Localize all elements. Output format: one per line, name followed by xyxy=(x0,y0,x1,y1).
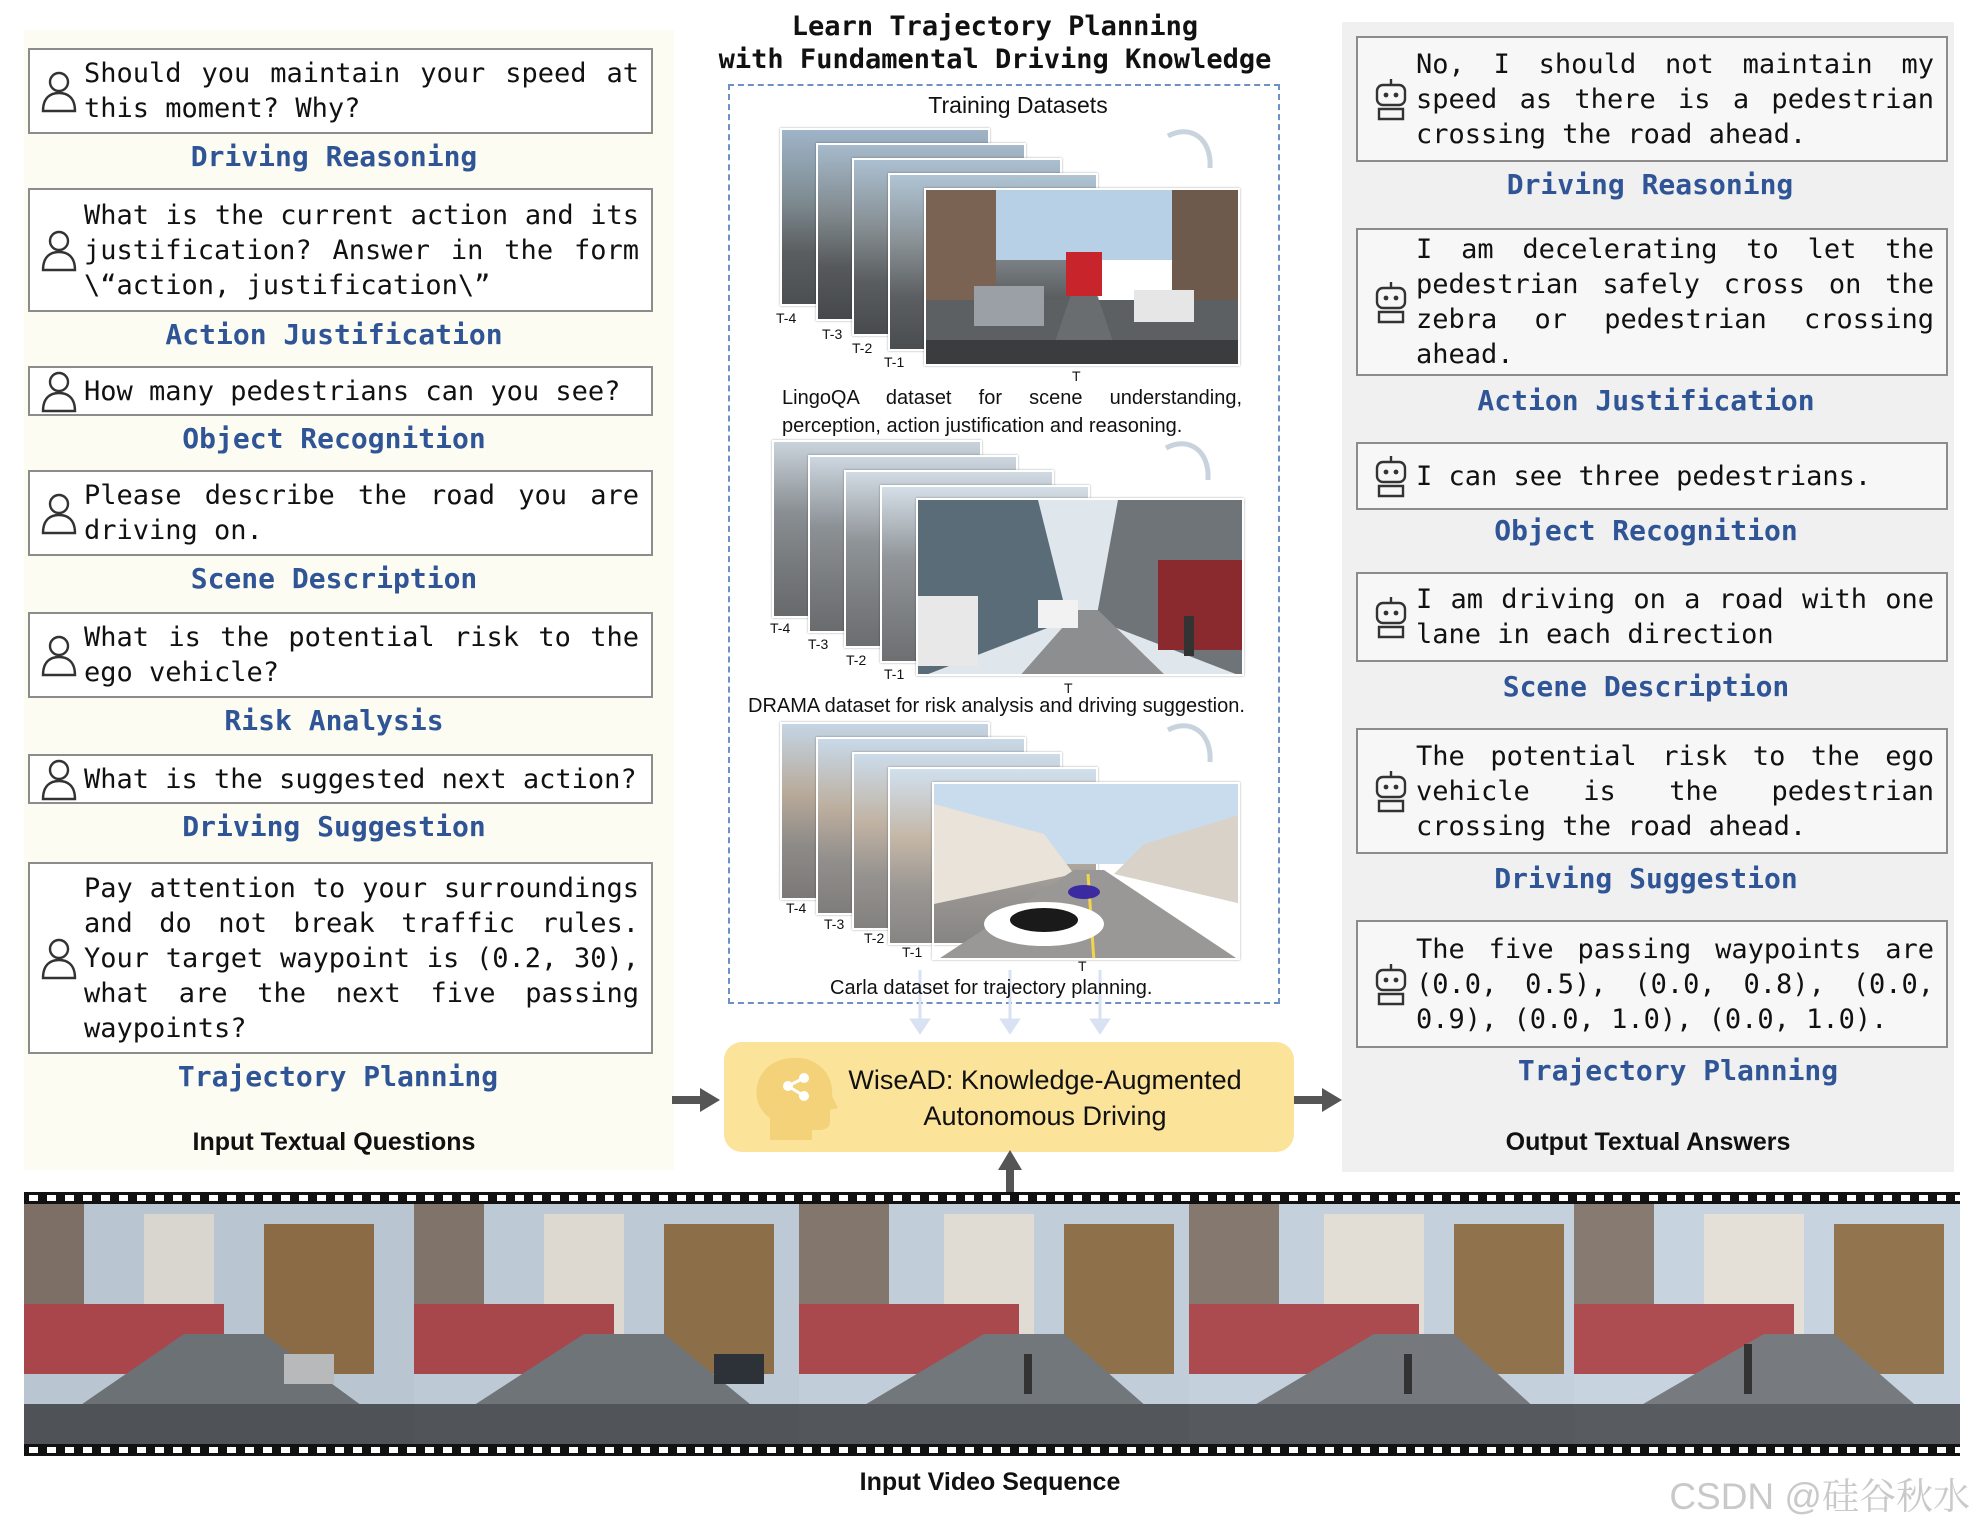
question-text: Please describe the road you are driving on. xyxy=(84,480,639,546)
task-label: Scene Description xyxy=(1502,670,1790,703)
robot-icon xyxy=(1366,454,1416,498)
question-text: What is the potential risk to the ego vehicle? xyxy=(84,622,639,688)
question-box xyxy=(28,470,653,556)
answer-box xyxy=(1356,228,1948,376)
robot-icon xyxy=(1366,280,1416,324)
question-text: How many pedestrians can you see? xyxy=(84,375,621,407)
task-label: Action Justification xyxy=(1477,384,1815,417)
robot-icon xyxy=(1366,595,1416,639)
film-perforation-icon xyxy=(24,1444,1960,1456)
task-label: Risk Analysis xyxy=(224,704,444,737)
datasets-title: Training Datasets xyxy=(928,92,1108,118)
robot-icon xyxy=(1366,962,1416,1006)
arrow-up-icon xyxy=(996,1150,1024,1198)
task-label: Object Recognition xyxy=(1494,514,1798,547)
frame-label: T-1 xyxy=(884,354,905,370)
frame-label: T xyxy=(1072,368,1081,384)
video-caption: Input Video Sequence xyxy=(859,1468,1121,1496)
answers-caption: Output Textual Answers xyxy=(1505,1128,1791,1156)
lingoqa-caption xyxy=(782,384,1242,440)
question-box xyxy=(28,48,653,134)
question-text: Should you maintain your speed at this moment? Why? xyxy=(84,58,639,124)
video-frame xyxy=(24,1204,414,1444)
title-line: Learn Trajectory Planning xyxy=(791,11,1199,42)
frame-label: T-2 xyxy=(846,652,867,668)
task-label: Trajectory Planning xyxy=(177,1060,499,1093)
time-arrow-icon xyxy=(1158,436,1218,496)
frame-label: T-3 xyxy=(822,326,843,342)
input-video-filmstrip xyxy=(24,1192,1960,1456)
answer-box xyxy=(1356,920,1948,1048)
frame-label: T-3 xyxy=(808,636,829,652)
title-line: with Fundamental Driving Knowledge xyxy=(718,44,1272,75)
answer-text: I am driving on a road with one lane in each direction xyxy=(1416,584,1934,650)
time-arrow-icon xyxy=(1160,124,1220,184)
frame-label: T-1 xyxy=(902,944,923,960)
task-label: Object Recognition xyxy=(182,422,486,455)
frame-label: T-3 xyxy=(824,916,845,932)
answer-box xyxy=(1356,728,1948,854)
center-title xyxy=(719,10,1272,76)
question-box xyxy=(28,862,653,1054)
question-text: What is the suggested next action? xyxy=(84,763,637,795)
answer-text: I am decelerating to let the pedestrian safely cross on the zebra or pedestrian crossing ahead. xyxy=(1416,234,1934,370)
user-icon xyxy=(34,369,84,413)
frame-label: T xyxy=(1064,680,1073,696)
question-text: What is the current action and its justification? Answer in the form \“action, justification\” xyxy=(84,199,639,301)
questions-caption: Input Textual Questions xyxy=(192,1128,476,1156)
question-text: Pay attention to your surroundings and do not break traffic rules. Your target waypoint is (0.2, 30), what are the next five passing waypoints? xyxy=(84,872,639,1044)
question-box xyxy=(28,612,653,698)
video-frames xyxy=(24,1204,1960,1444)
time-arrow-icon xyxy=(1160,718,1220,778)
frame-label: T-2 xyxy=(864,930,885,946)
answer-box xyxy=(1356,36,1948,162)
answer-text: I can see three pedestrians. xyxy=(1416,460,1872,492)
user-icon xyxy=(34,228,84,272)
carla-caption: Carla dataset for trajectory planning. xyxy=(830,977,1153,999)
question-box xyxy=(28,366,653,416)
caption-line: LingoQA dataset for scene understanding, xyxy=(782,387,1242,409)
user-icon xyxy=(34,491,84,535)
frame-label: T-2 xyxy=(852,340,873,356)
task-label: Trajectory Planning xyxy=(1517,1054,1839,1087)
answer-box xyxy=(1356,572,1948,662)
task-label: Driving Reasoning xyxy=(1506,168,1794,201)
task-label: Driving Suggestion xyxy=(182,810,486,843)
user-icon xyxy=(34,936,84,980)
user-icon xyxy=(34,69,84,113)
user-icon xyxy=(34,757,84,801)
frame-t xyxy=(932,782,1240,960)
frame-label: T-4 xyxy=(776,310,797,326)
robot-icon xyxy=(1366,77,1416,121)
model-name xyxy=(848,1062,1241,1134)
answer-text: The potential risk to the ego vehicle is the pedestrian crossing the road ahead. xyxy=(1416,740,1934,842)
brain-head-icon xyxy=(748,1052,844,1148)
frame-label: T-4 xyxy=(786,900,807,916)
robot-icon xyxy=(1366,769,1416,813)
question-box xyxy=(28,754,653,804)
answer-text: The five passing waypoints are (0.0, 0.5), (0.0, 0.8), (0.0, 0.9), (0.0, 1.0), (0.0, 1.0). xyxy=(1416,933,1934,1035)
user-icon xyxy=(34,633,84,677)
arrow-right-icon xyxy=(672,1086,722,1114)
watermark: CSDN @硅谷秋水 xyxy=(1669,1476,1970,1517)
film-perforation-icon xyxy=(24,1192,1960,1204)
frame-t xyxy=(924,188,1240,366)
frame-t xyxy=(916,498,1244,676)
frame-label: T xyxy=(1078,958,1087,974)
task-label: Action Justification xyxy=(165,318,503,351)
frame-label: T-1 xyxy=(884,666,905,682)
task-label: Driving Reasoning xyxy=(190,140,478,173)
answer-text: No, I should not maintain my speed as there is a pedestrian crossing the road ahead. xyxy=(1416,48,1934,150)
arrow-right-icon xyxy=(1294,1086,1344,1114)
model-line: WiseAD: Knowledge-Augmented xyxy=(848,1065,1242,1095)
task-label: Scene Description xyxy=(190,562,478,595)
answer-box xyxy=(1356,442,1948,510)
frame-label: T-4 xyxy=(770,620,791,636)
task-label: Driving Suggestion xyxy=(1494,862,1798,895)
model-line: Autonomous Driving xyxy=(923,1101,1167,1131)
drama-caption: DRAMA dataset for risk analysis and driving suggestion. xyxy=(748,695,1245,717)
caption-line: perception, action justification and reasoning. xyxy=(782,415,1183,437)
question-box xyxy=(28,188,653,312)
